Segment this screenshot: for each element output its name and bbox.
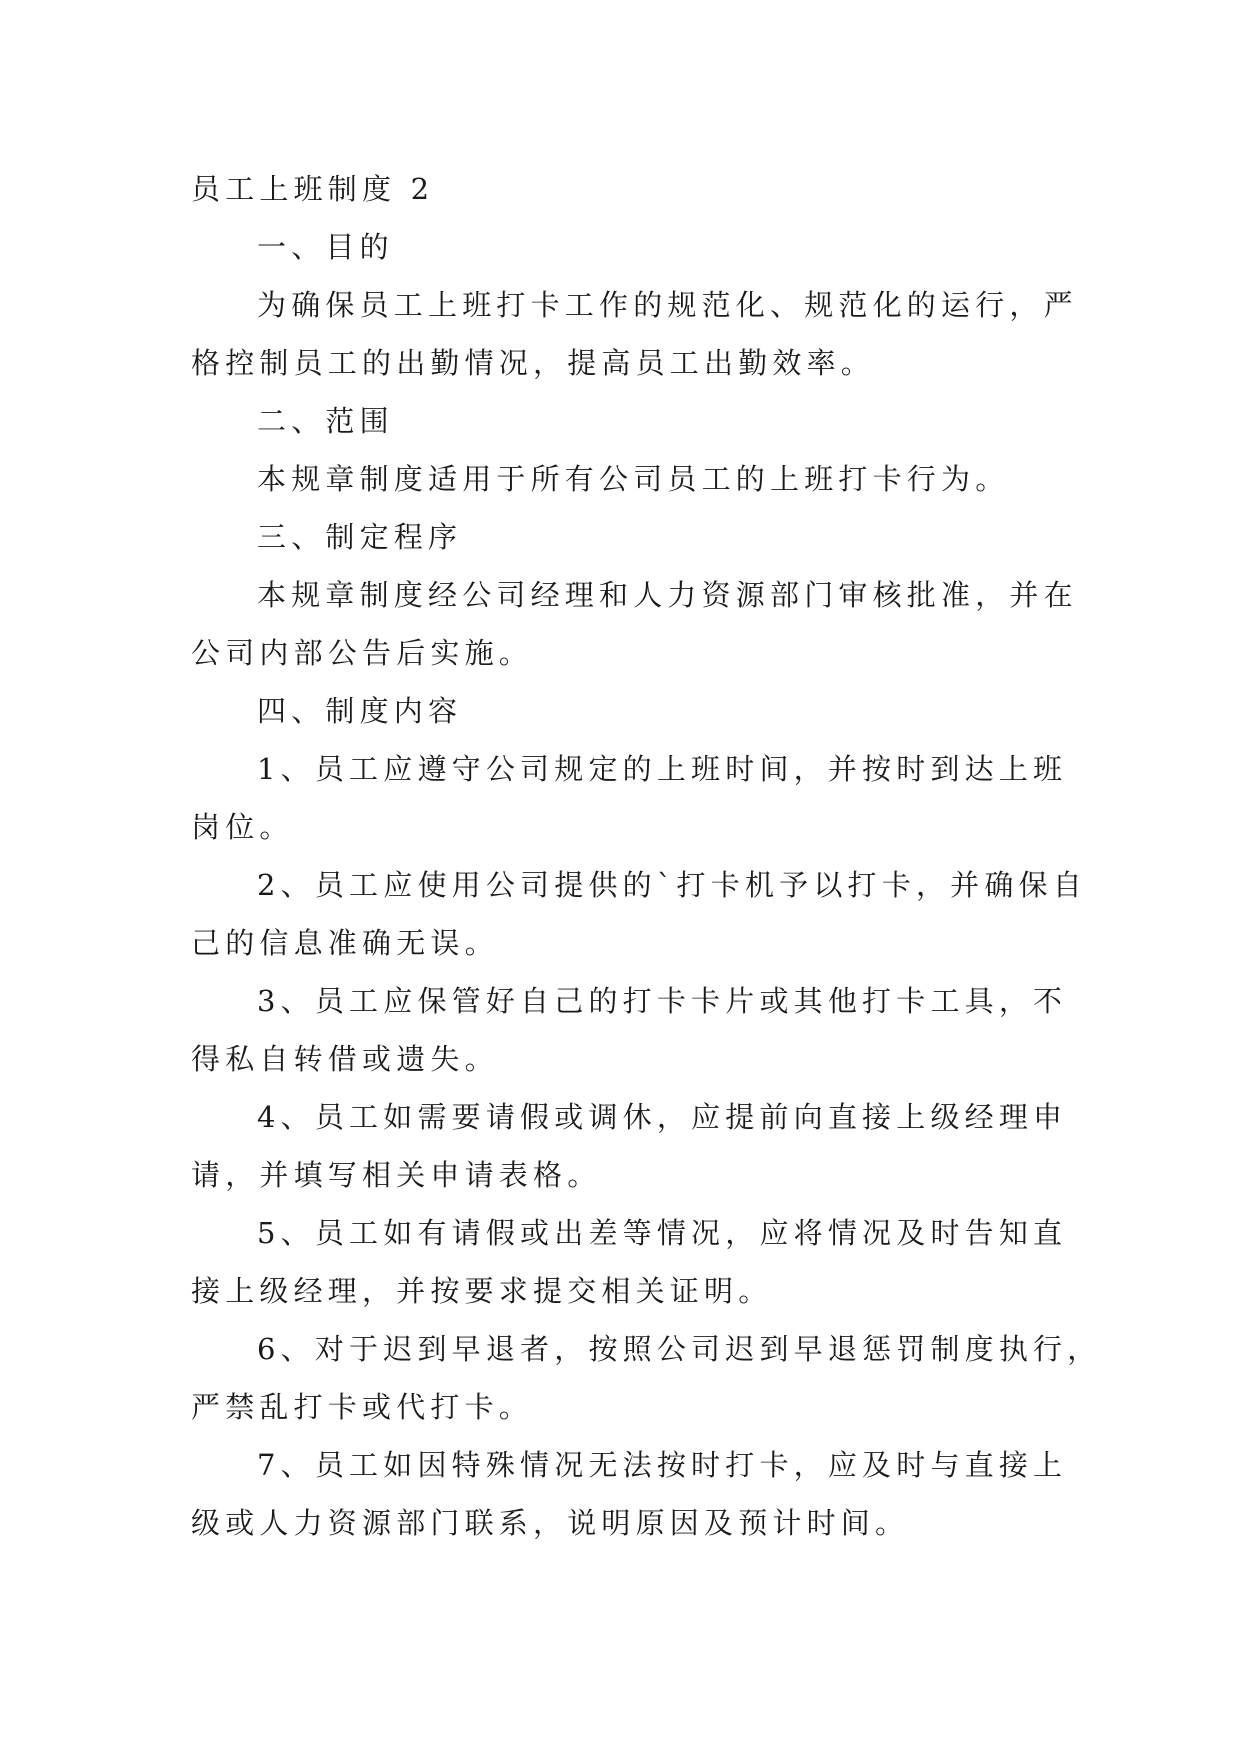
text-line: 5、员工如有请假或出差等情况，应将情况及时告知直 <box>257 1216 1068 1250</box>
text-line: 级或人力资源部门联系，说明原因及预计时间。 <box>191 1506 910 1540</box>
document-lines <box>191 218 1102 1552</box>
text-line: 严禁乱打卡或代打卡。 <box>191 1390 534 1424</box>
text-line: 公司内部公告后实施。 <box>191 636 534 670</box>
text-line: 得私自转借或遗失。 <box>191 1042 499 1076</box>
text-line: 7、员工如因特殊情况无法按时打卡，应及时与直接上 <box>257 1448 1068 1482</box>
text-line: 请，并填写相关申请表格。 <box>191 1158 602 1192</box>
text-line: 1、员工应遵守公司规定的上班时间，并按时到达上班 <box>257 752 1068 786</box>
document-body <box>191 160 1102 1552</box>
text-line: 本规章制度经公司经理和人力资源部门审核批准，并在 <box>257 578 1078 612</box>
text-line: 二、范围 <box>257 404 394 438</box>
text-line: 岗位。 <box>191 810 294 844</box>
text-line: 接上级经理，并按要求提交相关证明。 <box>191 1274 773 1308</box>
text-line: 本规章制度适用于所有公司员工的上班打卡行为。 <box>257 462 1010 496</box>
text-line: 格控制员工的出勤情况，提高员工出勤效率。 <box>191 346 876 380</box>
text-line: 一、目的 <box>257 230 394 264</box>
document-title: 员工上班制度 2 <box>191 172 435 206</box>
text-line: 三、制定程序 <box>257 520 463 554</box>
text-line: 3、员工应保管好自己的打卡卡片或其他打卡工具，不 <box>257 984 1068 1018</box>
text-line: 4、员工如需要请假或调休，应提前向直接上级经理申 <box>257 1100 1068 1134</box>
text-line: 2、员工应使用公司提供的`打卡机予以打卡，并确保自 <box>257 868 1087 902</box>
text-line: 四、制度内容 <box>257 694 463 728</box>
text-line: 己的信息准确无误。 <box>191 926 499 960</box>
text-line: 6、对于迟到早退者，按照公司迟到早退惩罚制度执行， <box>257 1332 1102 1366</box>
text-line: 为确保员工上班打卡工作的规范化、规范化的运行，严 <box>257 288 1078 322</box>
